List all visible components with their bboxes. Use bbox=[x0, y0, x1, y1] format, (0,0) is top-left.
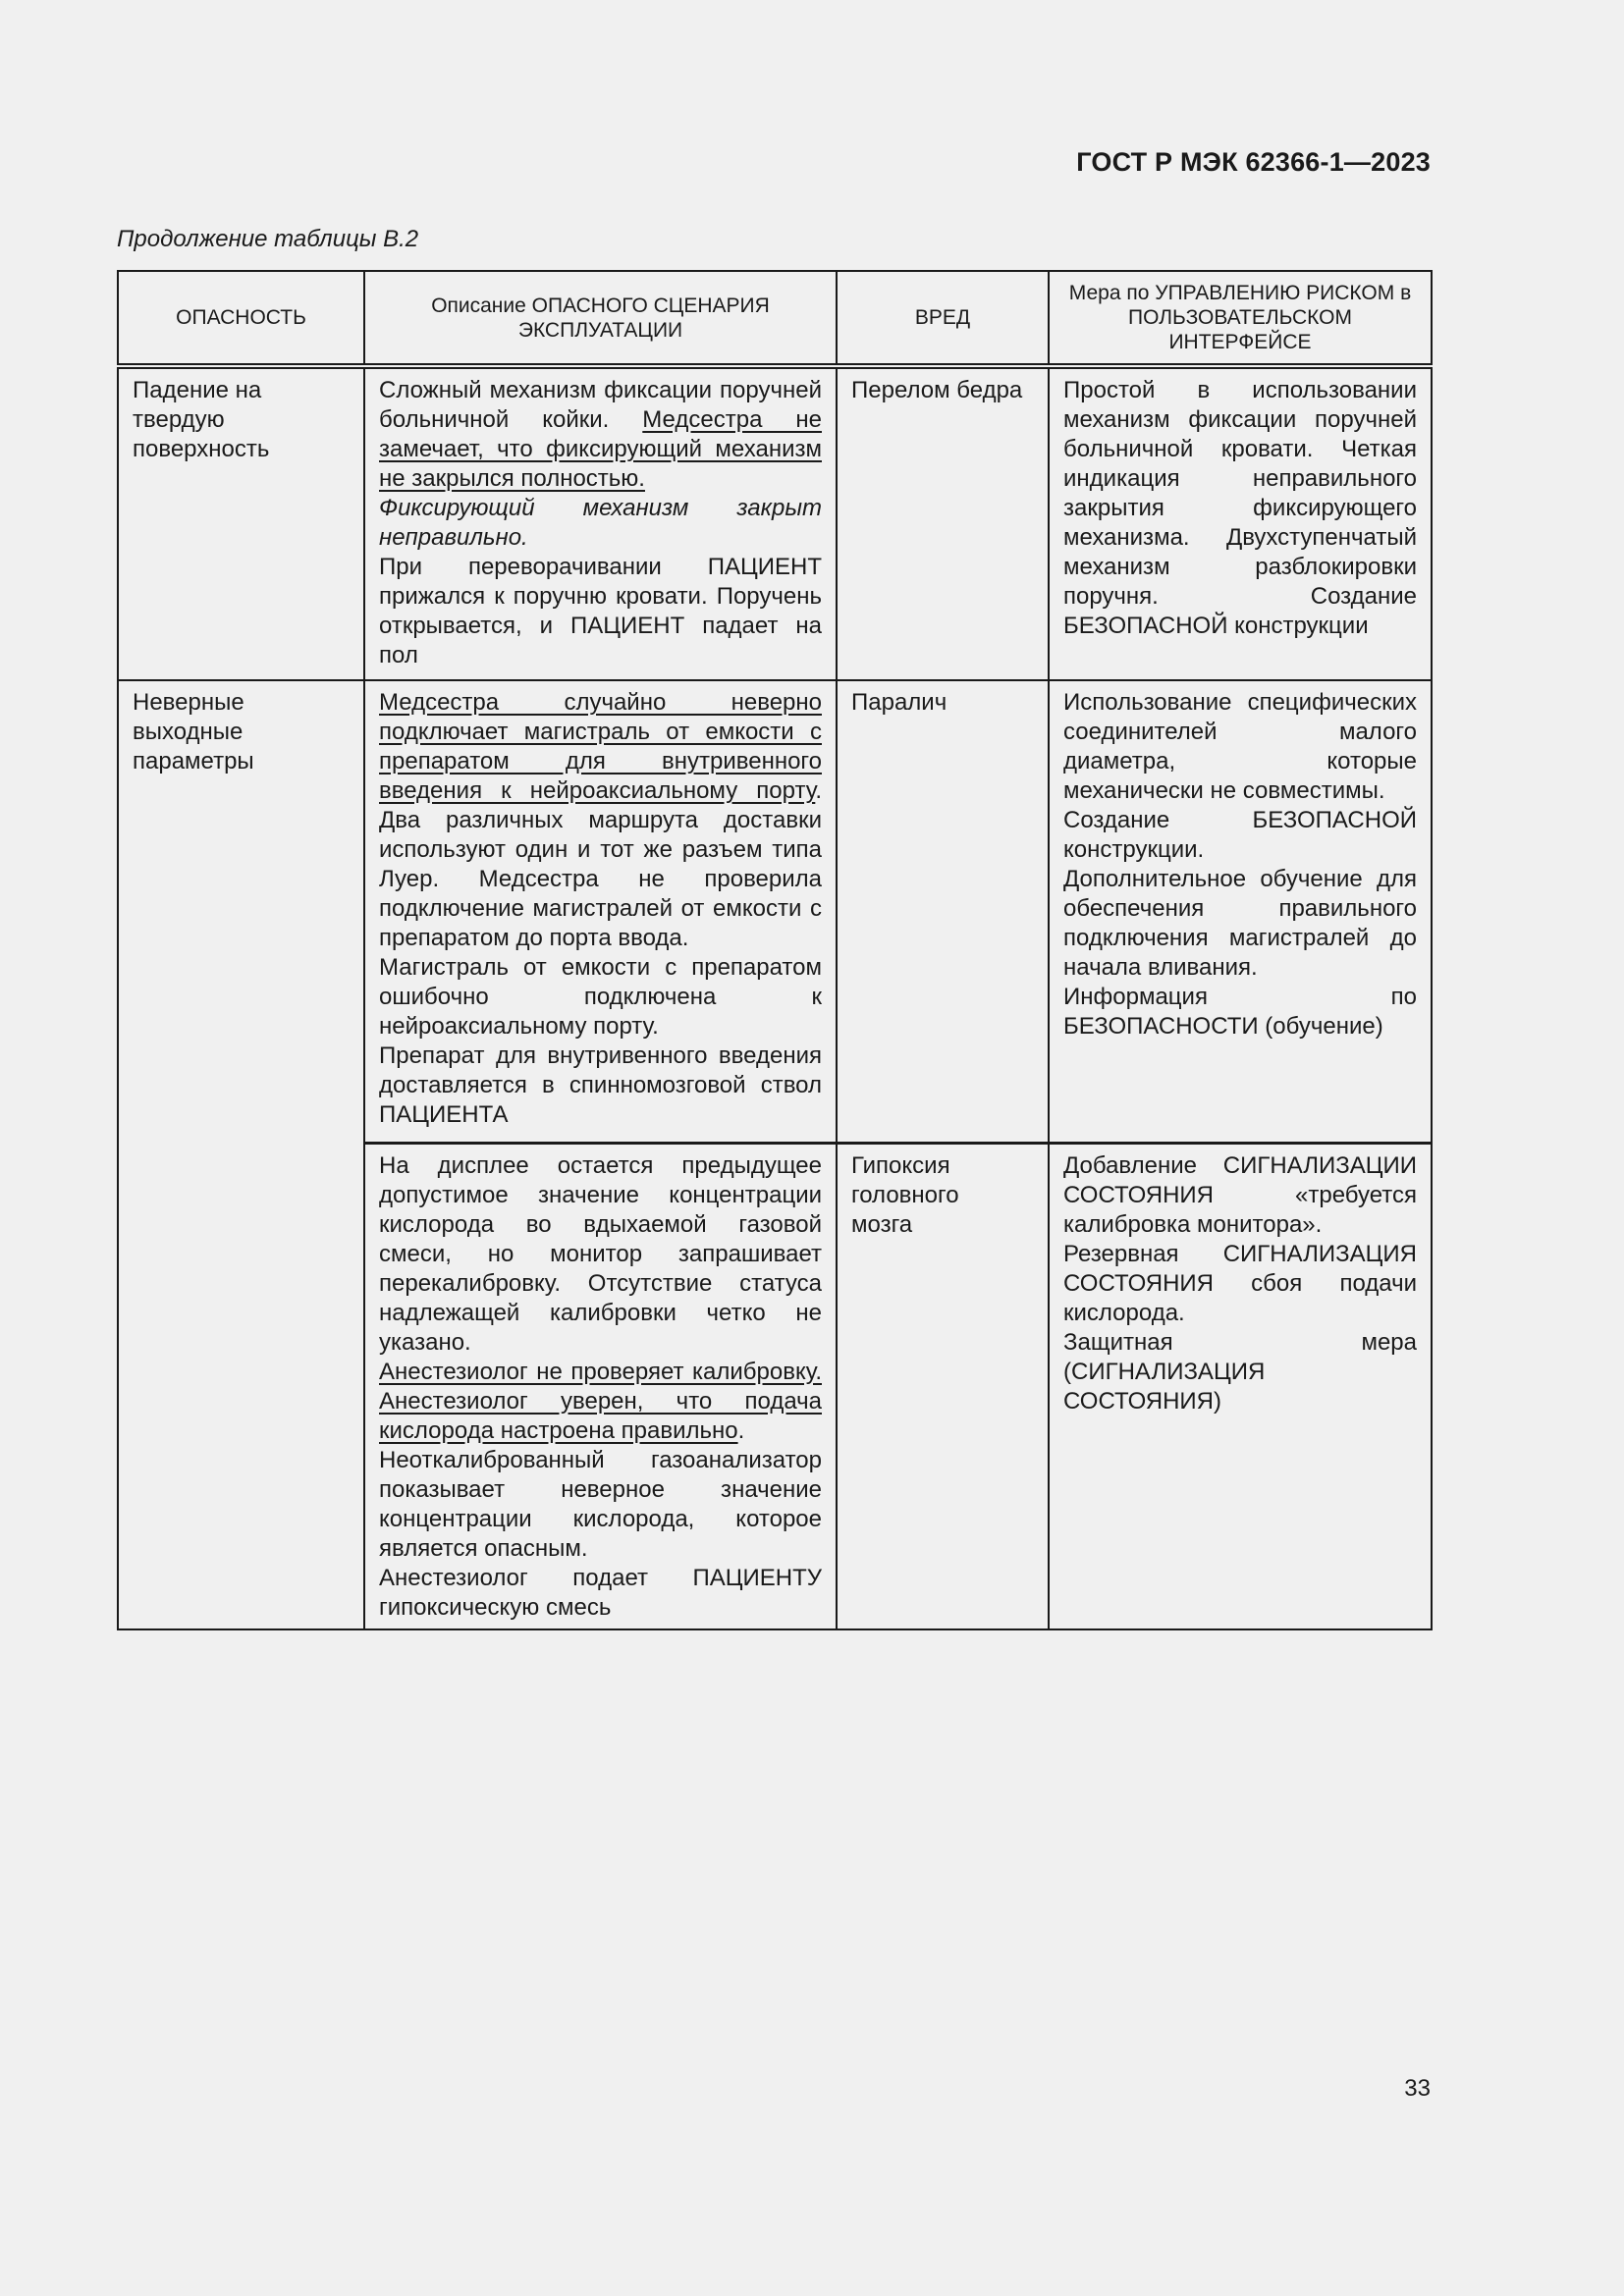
control-paragraph: Дополнительное обучение для обеспечения правильного подключения магистралей до начала вливания. bbox=[1063, 866, 1417, 981]
scenario-cell bbox=[364, 366, 837, 680]
table-row bbox=[118, 366, 1432, 680]
scenario-paragraph: Неоткалиброванный газоанализатор показывает неверное значение концентрации кислорода, которое является опасным. bbox=[379, 1446, 822, 1562]
control-paragraph: Резервная СИГНАЛИЗАЦИЯ СОСТОЯНИЯ сбоя подачи кислорода. bbox=[1063, 1240, 1417, 1326]
control-cell bbox=[1049, 1143, 1432, 1629]
scenario-paragraph: Анестезиолог не проверяет калибровку. Анестезиолог уверен, что подача кислорода настроена правильно. bbox=[379, 1358, 822, 1444]
hazard-cell: Неверные выходные параметры bbox=[118, 680, 364, 1629]
control-paragraph: Информация по БЕЗОПАСНОСТИ (обучение) bbox=[1063, 984, 1417, 1040]
control-paragraph: Использование специфических соединителей малого диаметра, которые механически не совместимы. bbox=[1063, 689, 1417, 804]
table-caption: Продолжение таблицы В.2 bbox=[117, 226, 419, 252]
scenario-paragraph: Фиксирующий механизм закрыт неправильно. bbox=[379, 495, 822, 551]
hazard-cell: Падение на твердую поверхность bbox=[118, 366, 364, 680]
scenario-cell bbox=[364, 680, 837, 1143]
harm-cell: Гипоксия головного мозга bbox=[837, 1143, 1049, 1629]
column-header-control: Мера по УПРАВЛЕНИЮ РИСКОМ в ПОЛЬЗОВАТЕЛЬСКОМ ИНТЕРФЕЙСЕ bbox=[1049, 271, 1432, 366]
scenario-paragraph: Медсестра случайно неверно подключает магистраль от емкости с препаратом для внутривенного введения к нейроаксиальному порту. Два различных маршрута доставки используют один и тот же разъем типа Луер. Медсестра не проверила подключение магистралей от емкости с препаратом до порта ввода. bbox=[379, 689, 822, 951]
scenario-cell bbox=[364, 1143, 837, 1629]
scenario-paragraph: Препарат для внутривенного введения доставляется в спинномозговой ствол ПАЦИЕНТА bbox=[379, 1042, 822, 1128]
control-cell bbox=[1049, 680, 1432, 1143]
table-header-row bbox=[118, 271, 1432, 366]
harm-cell: Паралич bbox=[837, 680, 1049, 1143]
control-paragraph: Создание БЕЗОПАСНОЙ конструкции. bbox=[1063, 807, 1417, 863]
scenario-paragraph: Сложный механизм фиксации поручней больничной койки. Медсестра не замечает, что фиксирующий механизм не закрылся полностью. bbox=[379, 377, 822, 492]
document-code: ГОСТ Р МЭК 62366-1—2023 bbox=[1076, 147, 1431, 177]
column-header-harm: ВРЕД bbox=[837, 271, 1049, 366]
control-paragraph: Добавление СИГНАЛИЗАЦИИ СОСТОЯНИЯ «требуется калибровка монитора». bbox=[1063, 1151, 1417, 1238]
scenario-paragraph: Анестезиолог подает ПАЦИЕНТУ гипоксическую смесь bbox=[379, 1564, 822, 1621]
control-cell: Простой в использовании механизм фиксации поручней больничной кровати. Четкая индикация неправильного закрытия фиксирующего механизма. Двухступенчатый механизм разблокировки поручня. Создание БЕЗОПАСНОЙ конструкции bbox=[1049, 366, 1432, 680]
column-header-scenario: Описание ОПАСНОГО СЦЕНАРИЯ ЭКСПЛУАТАЦИИ bbox=[364, 271, 837, 366]
scenario-paragraph: На дисплее остается предыдущее допустимое значение концентрации кислорода во вдыхаемой газовой смеси, но монитор запрашивает перекалибровку. Отсутствие статуса надлежащей калибровки четко не указано. bbox=[379, 1151, 822, 1356]
hazard-table bbox=[117, 270, 1433, 1630]
control-paragraph: Защитная мера (СИГНАЛИЗАЦИЯ СОСТОЯНИЯ) bbox=[1063, 1328, 1417, 1415]
column-header-hazard: ОПАСНОСТЬ bbox=[118, 271, 364, 366]
page-number: 33 bbox=[1404, 2075, 1431, 2102]
harm-cell: Перелом бедра bbox=[837, 366, 1049, 680]
scenario-paragraph: Магистраль от емкости с препаратом ошибочно подключена к нейроаксиальному порту. bbox=[379, 954, 822, 1040]
scenario-paragraph: При переворачивании ПАЦИЕНТ прижался к поручню кровати. Поручень открывается, и ПАЦИЕНТ падает на пол bbox=[379, 554, 822, 668]
table-row bbox=[118, 680, 1432, 1143]
